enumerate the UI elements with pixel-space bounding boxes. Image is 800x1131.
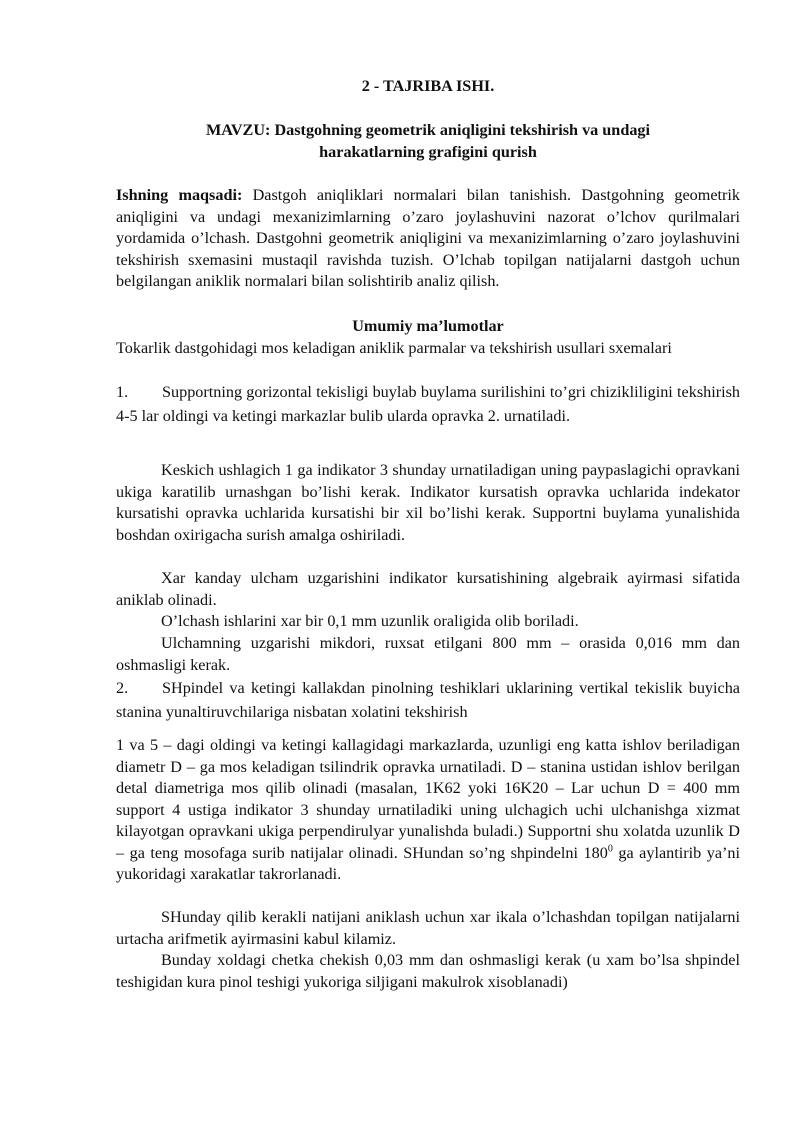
purpose-paragraph xyxy=(116,185,740,293)
ulcham-paragraph: Ulchamning uzgarishi mikdori, ruxsat etilgani 800 mm – orasida 0,016 mm dan oshmasligi kerak. xyxy=(116,634,740,674)
intro-paragraph: Tokarlik dastgohidagi mos keladigan aniklik parmalar va tekshirish usullari sxemalari xyxy=(116,339,672,357)
xar-paragraph: Xar kanday ulcham uzgarishini indikator kursatishining algebraik ayirmasi sifatida aniklab olinadi. xyxy=(116,569,740,609)
bunday-paragraph: Bunday xoldagi chetka chekish 0,03 mm dan oshmasligi kerak (u xam bo’lsa shpindel teshigidan kura pinol teshigi yukoriga siljigani makulrok xisoblanadi) xyxy=(116,951,740,991)
degree-superscript: 0 xyxy=(607,843,613,855)
shunday-paragraph: SHunday qilib kerakli natijani aniklash uchun xar ikala o’lchashdan topilgan natijalarni urtacha arifmetik ayirmasini kabul kilamiz. xyxy=(116,908,740,948)
purpose-text: Dastgoh aniqliklari normalari bilan tanishish. Dastgohning geometrik aniqligini va undagi mexanizimlarning o’zaro joylashuvini nazorat o’lchov qurilmalari yordamida o’lchash. Dastgohni geometrik aniqligini va mexanizimlarning o’zaro joylashuvini tekshirish sxemasini mustaqil ravishda tuzish. O’lchab topilgan natijalarni dastgoh uchun belgilangan aniklik normalari bilan solishtirib analiz qilish. xyxy=(116,186,740,290)
list-item-1 xyxy=(116,380,740,428)
keskich-paragraph: Keskich ushlagich 1 ga indikator 3 shunday urnatiladigan uning paypaslagichi opravkani ukiga karatilib urnashgan bo’lishi kerak. Indikator kursatish opravka uchlarida indekator kursatishi opravka uchlarida kursatishi bir xil bo’lishi kerak. Supportni buylama yunalishida boshdan oxirigacha surish amalga oshiriladi. xyxy=(116,461,740,544)
general-info-heading: Umumiy ma’lumotlar xyxy=(352,317,504,335)
main-procedure-text-b: ga aylantirib ya’ni yukoridagi xarakatlar takrorlanadi. xyxy=(116,843,740,883)
page-heading: 2 - TAJRIBA ISHI. xyxy=(361,77,495,95)
list-item-1-number: 1. xyxy=(116,383,129,401)
topic-line-1: MAVZU: Dastgohning geometrik aniqligini tekshirish va undagi xyxy=(205,121,651,139)
main-procedure-paragraph xyxy=(116,735,740,886)
list-item-1-text: Supportning gorizontal tekisligi buylab buylama surilishini to’gri chizikliligini tekshirish 4-5 lar oldingi va ketingi markazlar bulib ularda opravka 2. urnatiladi. xyxy=(116,383,740,425)
main-procedure-text-a: 1 va 5 – dagi oldingi va ketingi kallagidagi markazlarda, uzunligi eng katta ishlov beriladigan diametr D – ga mos keladigan tsilindrik opravka urnatiladi. D – stanina ustidan ishlov berilgan detal diametriga mos qilib olinadi (masalan, 1K62 yoki 16K20 – Lar uchun D = 400 mm support 4 ustiga indikator 3 shunday urnatiladiki uning ulchagich uchi ulchanishga xizmat kilayotgan opravkani ukiga perpendirulyar yunalishda buladi.) Supportni shu xolatda uzunlik D – ga teng mosofaga surib natijalar olinadi. SHundan so’ng shpindelni 180 xyxy=(116,736,740,862)
purpose-label: Ishning maqsadi: xyxy=(116,186,243,204)
olchash-paragraph: O’lchash ishlarini xar bir 0,1 mm uzunlik oraligida olib boriladi. xyxy=(161,612,579,630)
list-item-2 xyxy=(116,676,740,724)
list-item-2-text: SHpindel va ketingi kallakdan pinolning teshiklari uklarining vertikal tekislik buyicha stanina yunaltiruvchilariga nisbatan xolatini tekshirish xyxy=(116,679,740,721)
topic-title xyxy=(116,120,740,163)
topic-line-2: harakatlarning grafigini qurish xyxy=(319,142,537,161)
list-item-2-number: 2. xyxy=(116,679,129,697)
